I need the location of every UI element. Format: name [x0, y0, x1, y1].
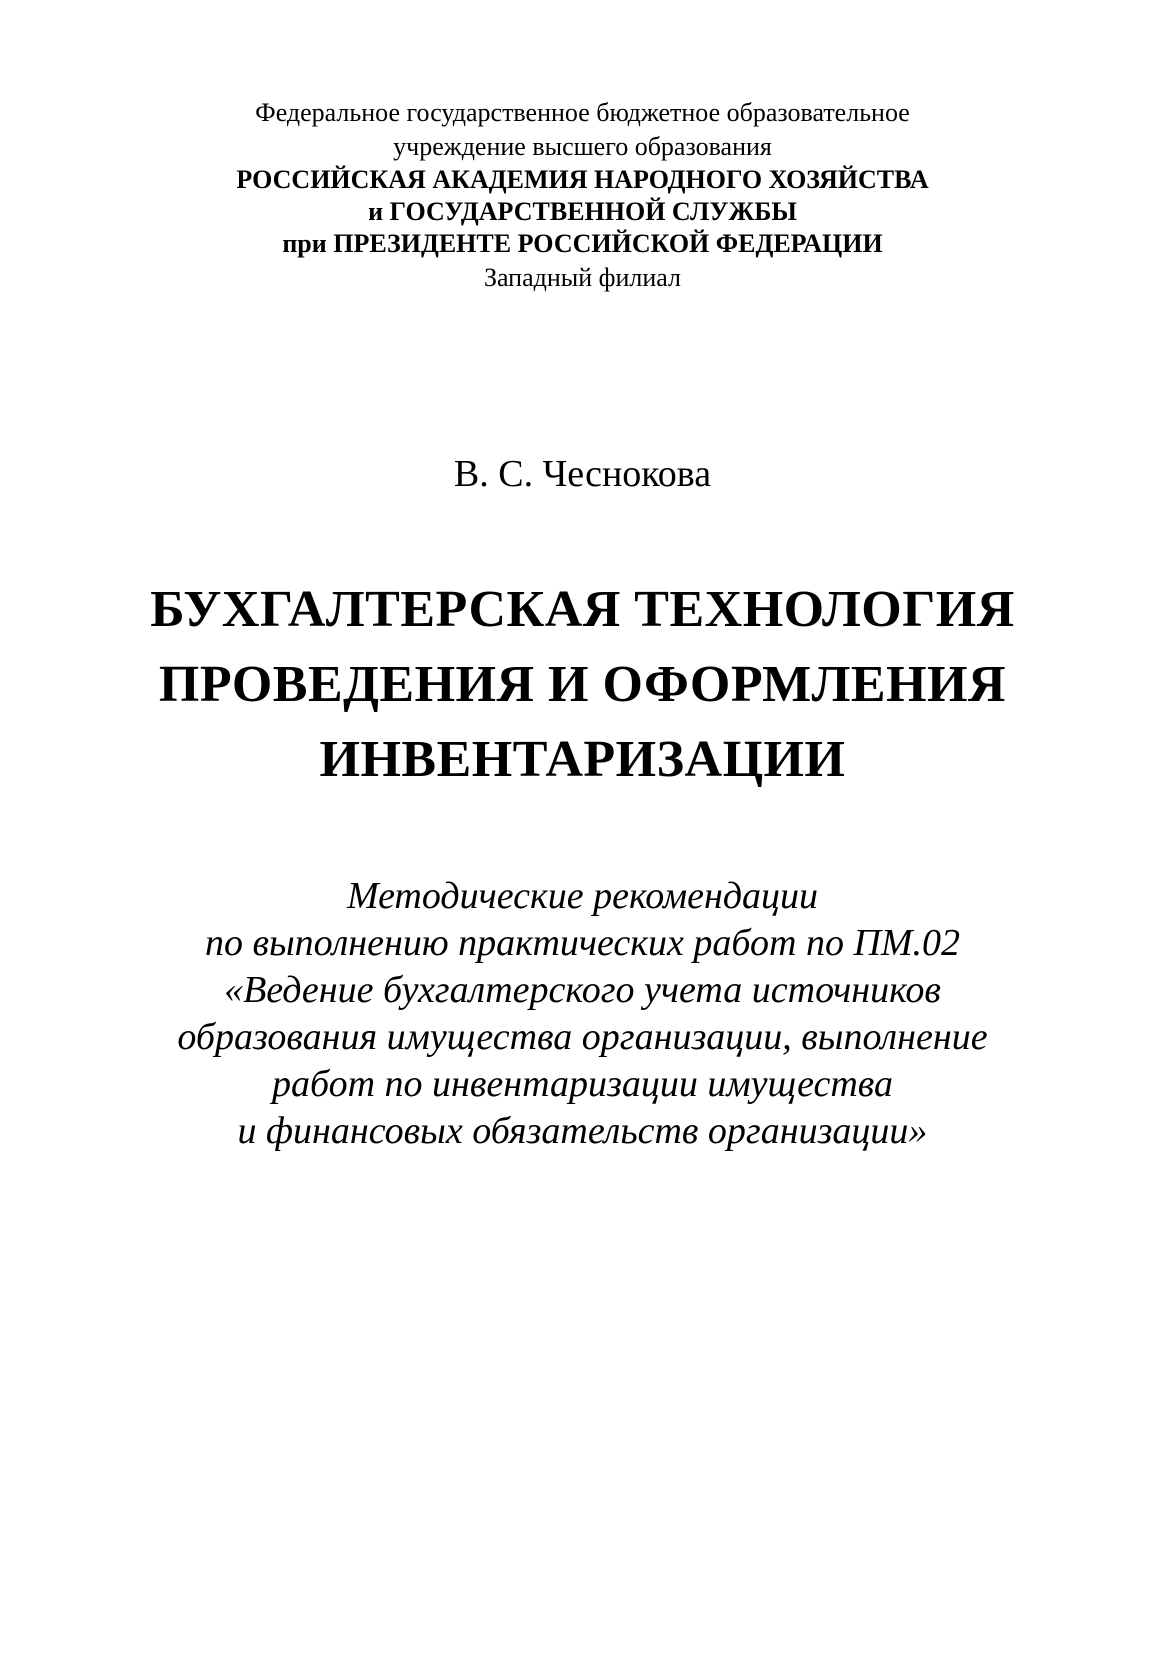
book-title-line-2: ПРОВЕДЕНИЯ И ОФОРМЛЕНИЯ	[158, 656, 1007, 713]
subtitle-line-2: по выполнению практических работ по ПМ.02	[204, 922, 961, 964]
institution-name-line-1: РОССИЙСКАЯ АКАДЕМИЯ НАРОДНОГО ХОЗЯЙСТВА	[236, 165, 929, 194]
book-title-line-1: БУХГАЛТЕРСКАЯ ТЕХНОЛОГИЯ	[150, 581, 1015, 638]
subtitle-line-6: и финансовых обязательств организации»	[237, 1110, 928, 1152]
book-title-line-3: ИНВЕНТАРИЗАЦИИ	[319, 731, 846, 788]
institution-name-line-3: при ПРЕЗИДЕНТЕ РОССИЙСКОЙ ФЕДЕРАЦИИ	[282, 229, 883, 258]
institution-line-1: Федеральное государственное бюджетное образовательное	[255, 98, 910, 127]
author-name: В. С. Чеснокова	[453, 453, 712, 495]
institution-line-2: учреждение высшего образования	[393, 132, 772, 161]
branch-name: Западный филиал	[483, 263, 682, 292]
subtitle-line-5: работ по инвентаризации имущества	[271, 1063, 893, 1105]
subtitle-line-4: образования имущества организации, выполнение	[177, 1016, 988, 1058]
institution-name-line-2: и ГОСУДАРСТВЕННОЙ СЛУЖБЫ	[368, 197, 797, 226]
subtitle-line-1: Методические рекомендации	[346, 875, 819, 917]
subtitle-line-3: «Ведение бухгалтерского учета источников	[224, 969, 941, 1011]
